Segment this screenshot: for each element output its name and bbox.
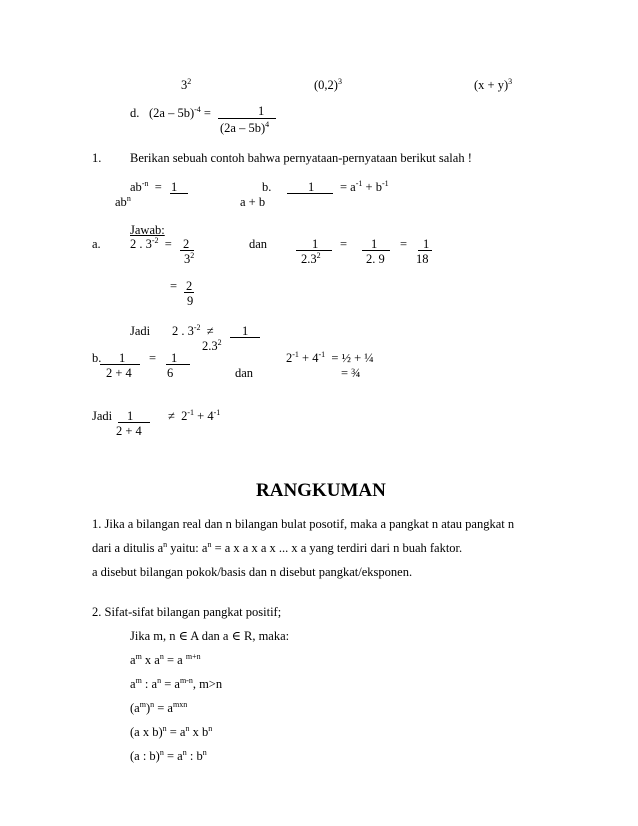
jadi-b-word: Jadi [92,409,113,423]
answer-b-num1: 1 [119,351,126,365]
answer-a-bar4 [418,250,432,251]
answer-b-den2: 6 [167,366,174,380]
power-0-2-cubed: $(0,2)^3$ [314,77,342,92]
power-x-plus-y-cubed: $(x + y)^3$ [474,77,513,92]
summary-1-line1: 1. Jika a bilangan real dan n bilangan bulat posotif, maka a pangkat n atau pangkat n [92,517,515,531]
answer-b-bar2 [166,364,190,365]
answer-heading: Jawab: [130,223,165,237]
jadi-b-fraction-bar [118,422,150,423]
summary-2-title: 2. Sifat-sifat bilangan pangkat positif; [92,605,282,619]
answer-a-bar5 [184,292,194,293]
answer-a-num1: 2 [183,237,190,251]
answer-b-num2: 1 [171,351,178,365]
answer-a-dan: dan [249,237,268,251]
power-3-2: $3^2$ [181,77,192,92]
answer-a-den2: $2.3^2$ [301,251,321,266]
answer-a-num3: 1 [371,237,378,251]
jadi-a-fraction-bar [230,337,260,338]
jadi-a-numerator: 1 [242,324,249,338]
jadi-a-lhs: 2 . $3^{-2}$ ≠ [172,323,214,338]
answer-b-label: b. [92,351,102,365]
question-text: Berikan sebuah contoh bahwa pernyataan-pernyataan berikut salah ! [130,151,472,165]
summary-1-line2: dari a ditulis $a^n$ yaitu: $a^n = a$ x a x a x ... x a yang terdiri dari n buah faktor. [92,540,463,555]
answer-a-num5: 2 [186,279,193,293]
answer-a-den3: 2. 9 [366,252,385,266]
answer-b-eq: = [149,351,157,365]
formula-quotient-power: (a : $b)^n = a^n$ : $b^n$ [130,748,207,763]
item-d-numerator: 1 [258,104,265,118]
summary-2-intro: Jika m, n ∈ A dan a ∈ R, maka: [130,629,290,643]
formula-product-power: (a x $b)^n = a^n$ x $b^n$ [130,724,213,739]
q1-b-fraction-bar [287,193,333,194]
q1-b-rhs: = $a^{-1} + b^{-1}$ [340,179,389,194]
summary-heading: RANGKUMAN [256,480,386,501]
answer-b-result: = ¾ [341,366,361,380]
answer-a-eq3: = [400,237,408,251]
jadi-a-word: Jadi [130,324,151,338]
q1-a-lhs: $ab^{-n}$ = [130,179,162,194]
q1-b-denominator: a + b [240,195,266,209]
answer-a-den4: 18 [416,252,429,266]
q1-a-denominator: $ab^n$ [115,194,131,209]
answer-b-rhs: $2^{-1} + 4^{-1}$ = ½ + ¼ [286,350,374,365]
jadi-b-denominator: 2 + 4 [116,424,142,438]
answer-a-eq4: = [170,279,178,293]
question-number: 1. [92,151,102,165]
answer-a-lhs: 2 . $3^{-2}$ = [130,236,172,251]
answer-a-den1: $3^2$ [184,251,195,266]
answer-a-num2: 1 [312,237,319,251]
item-d-lhs: (2a – 5b)$^{-4}$ = [149,105,211,120]
answer-a-bar2 [296,250,332,251]
answer-a-label: a. [92,237,101,251]
q1-a-fraction-bar [170,193,188,194]
answer-a-eq2: = [340,237,348,251]
answer-b-dan: dan [235,366,254,380]
item-d-label: d. [130,106,140,120]
q1-a-numerator: 1 [171,180,178,194]
item-d-denominator: (2a – 5b)$^4$ [220,120,270,135]
answer-a-bar3 [362,250,390,251]
item-d-fraction-bar [218,118,276,119]
answer-a-den5: 9 [187,294,194,308]
q1-b-label: b. [262,180,272,194]
formula-product-rule: $a^m$ x $a^n = a$ $^{m+n}$ [130,652,201,667]
q1-b-numerator: 1 [308,180,315,194]
jadi-b-numerator: 1 [127,409,134,423]
answer-b-bar1 [100,364,140,365]
answer-a-num4: 1 [423,237,430,251]
summary-1-line3: a disebut bilangan pokok/basis dan n disebut pangkat/eksponen. [92,565,413,579]
formula-quotient-rule: $a^m$ : $a^n = a^{m-n}$, m>n [130,676,223,691]
jadi-a-denominator: $2.3^2$ [202,338,222,353]
answer-b-den1: 2 + 4 [106,366,132,380]
formula-power-rule: $(a^m)^n = a^{mxn}$ [130,700,188,715]
jadi-b-rhs: ≠ $2^{-1} + 4^{-1}$ [168,408,221,423]
